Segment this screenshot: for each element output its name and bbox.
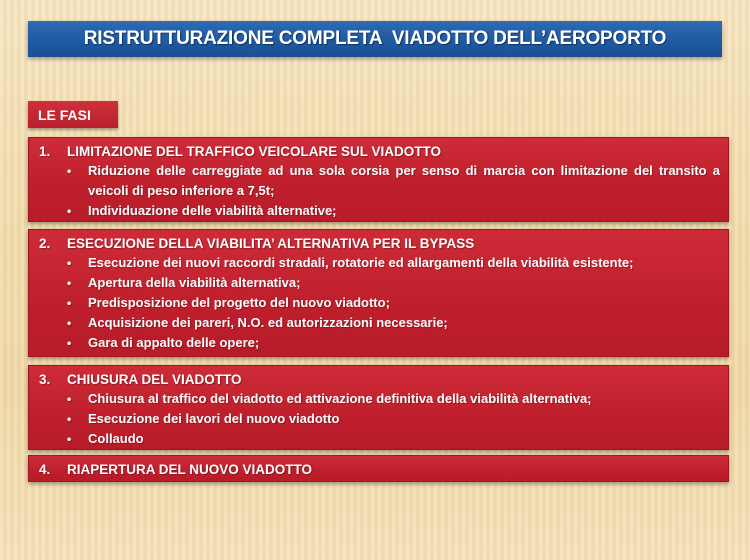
bullet-icon: • <box>67 392 72 406</box>
title-bar <box>28 21 722 57</box>
bullet-icon: • <box>67 164 72 178</box>
phase-1-heading-row <box>39 143 720 161</box>
list-item-text: Esecuzione dei lavori del nuovo viadotto <box>88 411 340 426</box>
list-item-text: Collaudo <box>88 431 144 446</box>
phase-4-heading-row <box>39 461 720 479</box>
list-item-text: Riduzione delle carreggiate ad una sola corsia per senso di marcia con limitazione del transito a veicoli di peso inferiore a 7,5t; <box>88 163 720 198</box>
list-item <box>67 429 720 449</box>
list-item-text: Predisposizione del progetto del nuovo viadotto; <box>88 295 390 310</box>
phase-heading: RIAPERTURA DEL NUOVO VIADOTTO <box>67 462 313 477</box>
list-item <box>67 161 720 201</box>
phase-number: 3. <box>39 372 51 387</box>
list-item <box>67 201 720 221</box>
bullet-icon: • <box>67 432 72 446</box>
phase-number: 1. <box>39 144 51 159</box>
list-item <box>67 333 720 353</box>
section-label-text: LE FASI <box>38 106 91 123</box>
slide-title: RISTRUTTURAZIONE COMPLETA VIADOTTO DELL’AEROPORTO <box>83 28 667 49</box>
list-item-text: Esecuzione dei nuovi raccordi stradali, rotatorie ed allargamenti della viabilità esistente; <box>88 255 634 270</box>
phase-2-heading-row <box>39 235 720 253</box>
bullet-icon: • <box>67 316 72 330</box>
list-item <box>67 253 720 273</box>
list-item-text: Apertura della viabilità alternativa; <box>88 275 301 290</box>
bullet-icon: • <box>67 296 72 310</box>
list-item-text: Gara di appalto delle opere; <box>88 335 260 350</box>
list-item <box>67 293 720 313</box>
bullet-icon: • <box>67 276 72 290</box>
bullet-icon: • <box>67 336 72 350</box>
phase-3-box <box>28 365 729 450</box>
phase-4-box <box>28 455 729 482</box>
phase-heading: LIMITAZIONE DEL TRAFFICO VEICOLARE SUL VIADOTTO <box>67 144 442 159</box>
list-item-text: Chiusura al traffico del viadotto ed attivazione definitiva della viabilità alternativa; <box>88 391 592 406</box>
list-item-text: Acquisizione dei pareri, N.O. ed autorizzazioni necessarie; <box>88 315 448 330</box>
phase-heading: CHIUSURA DEL VIADOTTO <box>67 372 242 387</box>
phase-2-list <box>39 253 720 353</box>
phase-2-box <box>28 229 729 357</box>
list-item <box>67 389 720 409</box>
phase-3-list <box>39 389 720 449</box>
list-item-text: Individuazione delle viabilità alternative; <box>88 203 337 218</box>
phase-1-box <box>28 137 729 222</box>
phase-number: 2. <box>39 236 51 251</box>
phase-3-heading-row <box>39 371 720 389</box>
bullet-icon: • <box>67 412 72 426</box>
list-item <box>67 273 720 293</box>
list-item <box>67 409 720 429</box>
phase-heading: ESECUZIONE DELLA VIABILITA’ ALTERNATIVA PER IL BYPASS <box>67 236 475 251</box>
bullet-icon: • <box>67 204 72 218</box>
list-item <box>67 313 720 333</box>
phase-number: 4. <box>39 462 51 477</box>
phase-1-list <box>39 161 720 221</box>
bullet-icon: • <box>67 256 72 270</box>
section-label <box>28 101 118 128</box>
